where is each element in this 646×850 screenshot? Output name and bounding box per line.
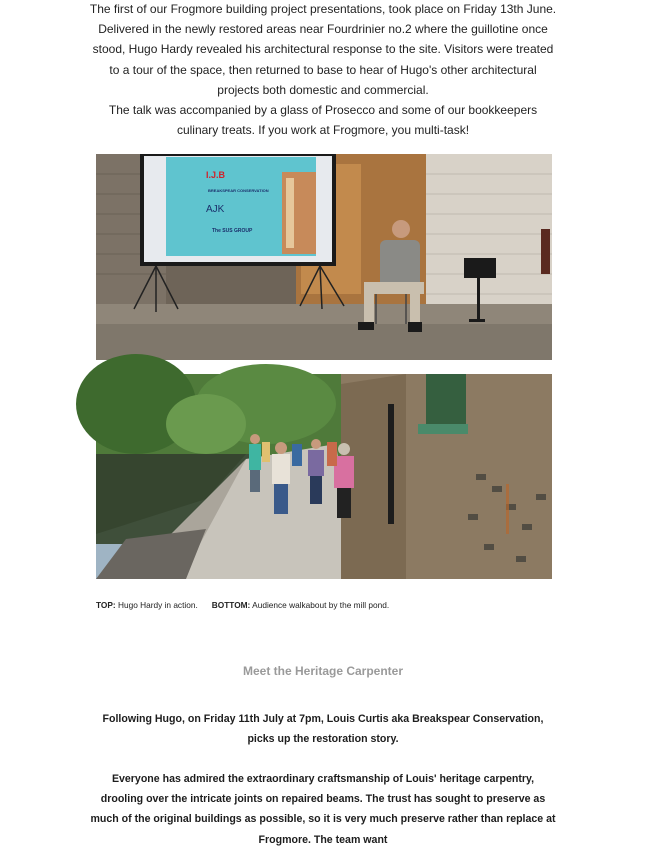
logo-sus-group: The SUS GROUP — [212, 228, 253, 234]
caption-bottom-label: BOTTOM: — [211, 600, 251, 610]
caption-bottom-text: Audience walkabout by the mill pond. — [250, 600, 390, 610]
caption-top-label: TOP: — [96, 600, 116, 610]
logo-ijb: I.J.B — [206, 170, 226, 180]
photo-caption — [96, 600, 389, 610]
logo-breakspear: BREAKSPEAR CONSERVATION — [208, 188, 269, 193]
photo-audience-walkabout — [96, 374, 552, 579]
intro-paragraph-2: The talk was accompanied by a glass of Prosecco and some of our bookkeepers culinary treats. If you work at Frogmore, you multi-task! — [108, 103, 538, 138]
intro-paragraph-1: The first of our Frogmore building project presentations, took place on Friday 13th June. Delivered in the newly restored areas near Fourdrinier no.2 where the guillotine once stood, Hugo Hardy revealed his architectural response to the site. Visitors were treated to a tour of the space, then returned to base to hear of Hugo's other architectural projects both domestic and commercial. — [89, 2, 557, 97]
section-heading: Meet the Heritage Carpenter — [242, 664, 404, 678]
logo-ajk: AJK — [206, 204, 225, 215]
section-paragraph-1: Following Hugo, on Friday 11th July at 7pm, Louis Curtis aka Breakspear Conservation, picks up the restoration story. — [102, 713, 544, 746]
caption-top-text: Hugo Hardy in action. — [115, 600, 198, 610]
section-paragraph-2: Everyone has admired the extraordinary craftsmanship of Louis' heritage carpentry, drooling over the intricate joints on repaired beams. The trust has sought to preserve as much of the original buildings as possible, so it is very much preserve rather than replace at Frogmore. The team want — [90, 773, 556, 846]
photo-hugo-presentation — [96, 154, 552, 360]
